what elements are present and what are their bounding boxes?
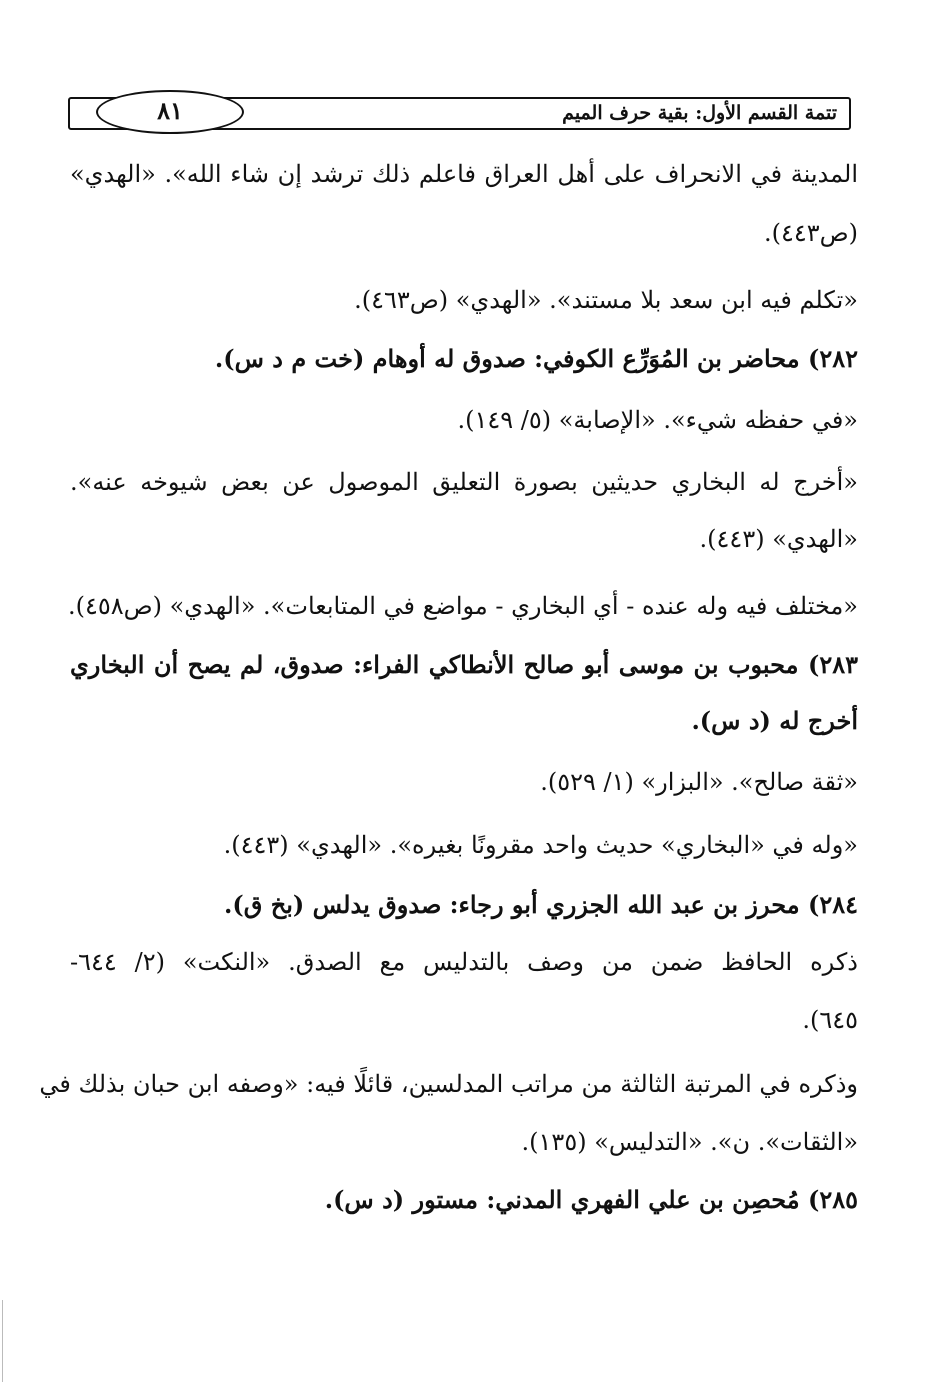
text-line: المدينة في الانحراف على أهل العراق فاعلم ذلك ترشد إن شاء الله». «الهدي» — [70, 160, 858, 188]
page-number-badge — [96, 90, 244, 134]
text-line: وذكره في المرتبة الثالثة من مراتب المدلسين، قائلًا فيه: «وصفه ابن حبان بذلك في — [39, 1070, 858, 1098]
entry-285: ٢٨٥) مُحصِن بن علي الفهري المدني: مستور (د س). — [324, 1185, 858, 1214]
page-number: ٨١ — [157, 96, 183, 125]
text-line: «الثقات». ن». «التدليس» (١٣٥). — [521, 1128, 858, 1156]
entry-283: ٢٨٣) محبوب بن موسى أبو صالح الأنطاكي الفراء: صدوق، لم يصح أن البخاري — [70, 650, 858, 679]
text-line: «ثقة صالح». «البزار» (١/ ٥٢٩). — [540, 768, 858, 796]
text-line: «أخرج له البخاري حديثين بصورة التعليق الموصول عن بعض شيوخه عنه». — [70, 468, 858, 496]
entry-282: ٢٨٢) محاضر بن المُوَرِّع الكوفي: صدوق له أوهام (خت م د س). — [214, 344, 858, 373]
text-line: «في حفظه شيء». «الإصابة» (٥/ ١٤٩). — [457, 406, 858, 434]
running-header — [68, 97, 851, 130]
entry-283-cont: أخرج له (د س). — [691, 706, 858, 735]
text-line: ٦٤٥). — [802, 1006, 858, 1034]
header-title: تتمة القسم الأول: بقية حرف الميم — [562, 102, 837, 124]
text-line: ذكره الحافظ ضمن من وصف بالتدليس مع الصدق. «النكت» (٢/ ٦٤٤- — [70, 948, 858, 976]
text-line: «مختلف فيه وله عنده - أي البخاري - مواضع في المتابعات». «الهدي» (ص٤٥٨). — [67, 592, 858, 620]
text-line: «وله في «البخاري» حديث واحد مقرونًا بغيره». «الهدي» (٤٤٣). — [223, 831, 858, 859]
entry-284: ٢٨٤) محرز بن عبد الله الجزري أبو رجاء: صدوق يدلس (بخ ق). — [224, 890, 858, 919]
text-line: «الهدي» (٤٤٣). — [699, 525, 858, 553]
text-line: «تكلم فيه ابن سعد بلا مستند». «الهدي» (ص٤٦٣). — [354, 286, 858, 314]
page-edge-mark — [2, 1300, 3, 1382]
text-line: (ص٤٤٣). — [763, 219, 858, 247]
